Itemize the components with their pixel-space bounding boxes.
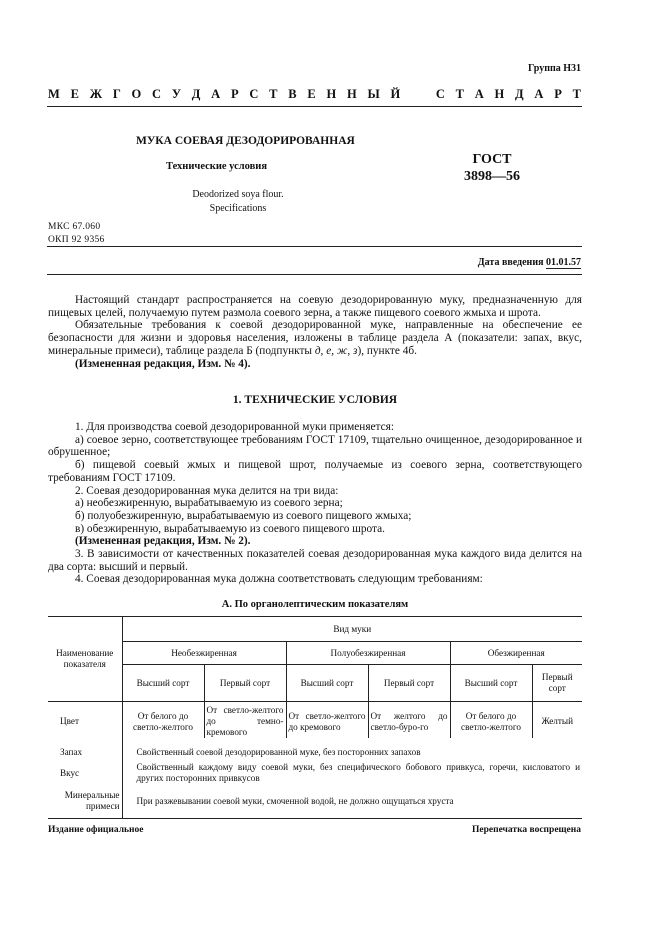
heading-letter-l16: Ы	[367, 87, 380, 101]
heading-letter-l13: Е	[307, 87, 316, 101]
gost-code: 3898—56	[464, 169, 520, 184]
footer-reprint-notice: Перепечатка воспрещена	[471, 825, 581, 835]
header-type-3: Обезжиренная	[450, 642, 582, 665]
row-taste-name: Вкус	[60, 767, 80, 778]
standard-heading	[48, 87, 581, 102]
row-color-cell-4: От желтого до светло-буро-го	[368, 702, 450, 739]
date-divider	[47, 274, 582, 275]
header-type-1: Необезжиренная	[122, 642, 286, 665]
clause-1b: б) пищевой соевый жмых и пищевой шрот, получаемые из соевого зерна, соответствующего требованиям ГОСТ 17109.	[48, 459, 582, 484]
header-grade-6: Первый сорт	[532, 665, 582, 702]
row-color-cell-3: От светло-желтого до кремового	[286, 702, 368, 739]
heading-letter-r1: Т	[455, 87, 464, 101]
heading-letter-l0: М	[48, 87, 60, 101]
group-code: Группа Н31	[528, 63, 581, 74]
header-divider	[47, 106, 582, 107]
header-flour-type: Вид муки	[122, 617, 582, 642]
header-grade-3: Высший сорт	[286, 665, 368, 702]
heading-letter-l14: Н	[326, 87, 337, 101]
edit-note-4: (Измененная редакция, Изм. № 4).	[75, 357, 251, 370]
heading-letter-l10: С	[249, 87, 259, 101]
section-1-text	[48, 421, 582, 586]
heading-letter-l2: Ж	[89, 87, 103, 101]
heading-letter-l4: О	[131, 87, 142, 101]
heading-letter-l7: Д	[191, 87, 201, 101]
row-odor-name: Запах	[60, 747, 83, 757]
heading-letter-l17: Й	[390, 87, 401, 101]
english-title	[136, 188, 340, 216]
row-color-cell-1: От белого до светло-желтого	[122, 702, 204, 739]
heading-letter-l3: Г	[112, 87, 121, 101]
intro-paragraph-1: Настоящий стандарт распространяется на соевую дезодорированную муку, предназначенную для пищевых целей, получаемую путем размола соевого зерна, а также пищевого соевого жмыха и шрота.	[48, 294, 582, 319]
classification-codes	[48, 221, 105, 247]
heading-letter-r3: Н	[494, 87, 505, 101]
footer-official-edition: Издание официальное	[48, 825, 144, 835]
header-grade-2: Первый сорт	[204, 665, 286, 702]
clause-1: 1. Для производства соевой дезодорированной муки применяется:	[75, 421, 394, 433]
heading-letter-l12: В	[288, 87, 297, 101]
row-impurities-value: При разжевывании соевой муки, смоченной водой, не должно ощущаться хруста	[122, 784, 582, 819]
header-grade-4: Первый сорт	[368, 665, 450, 702]
heading-letter-l5: С	[152, 87, 162, 101]
clause-4: 4. Соевая дезодорированная мука должна соответствовать следующим требованиям:	[75, 573, 483, 586]
intro-text	[48, 294, 582, 370]
row-color-name: Цвет	[60, 716, 80, 726]
mks-code: МКС 67.060	[48, 222, 101, 232]
table-caption: А. По органолептическим показателям	[221, 599, 409, 610]
section-title: 1. ТЕХНИЧЕСКИЕ УСЛОВИЯ	[232, 394, 398, 406]
heading-letter-l9: Р	[230, 87, 239, 101]
date-value: 01.01.57	[546, 257, 581, 268]
heading-letter-r4: Д	[515, 87, 524, 101]
okp-code: ОКП 92 9356	[48, 235, 105, 245]
heading-letter-l15: Н	[347, 87, 357, 101]
english-title-line2: Specifications	[209, 203, 267, 214]
header-indicator-name: Наименование показателя	[48, 617, 122, 702]
edit-note-2: (Измененная редакция, Изм. № 2).	[75, 535, 251, 548]
heading-letter-r0: С	[435, 87, 445, 101]
heading-letter-r6: Р	[554, 87, 562, 101]
heading-letter-r2: А	[474, 87, 484, 101]
header-type-2: Полуобезжиренная	[286, 642, 450, 665]
gost-label: ГОСТ	[472, 152, 512, 167]
clause-3: 3. В зависимости от качественных показателей соевая дезодорированная мука каждого вида делится на два сорта: высший и первый.	[48, 548, 582, 573]
date-label: Дата введения	[477, 257, 544, 268]
clause-2a: а) необезжиренную, вырабатываемую из соевого зерна;	[75, 497, 343, 510]
clause-1a: а) соевое зерно, соответствующее требованиям ГОСТ 17109, тщательно очищенное, дезодорированное и обрушенное;	[48, 433, 582, 459]
row-odor-value: Свойственный соевой дезодорированной муке, без посторонних запахов	[122, 738, 582, 758]
heading-letter-l6: У	[171, 87, 182, 101]
row-taste-value: Свойственный каждому виду соевой муки, без специфического бобового привкуса, горечи, кисловатого и других посторонних привкусов	[122, 758, 582, 784]
document-title: МУКА СОЕВАЯ ДЕЗОДОРИРОВАННАЯ	[136, 135, 355, 147]
organoleptic-table	[48, 616, 582, 819]
gost-number	[452, 151, 532, 185]
heading-letter-r7: Т	[572, 87, 581, 101]
english-title-line1: Deodorized soya flour.	[192, 189, 284, 200]
document-subtitle: Технические условия	[166, 161, 268, 172]
header-grade-5: Высший сорт	[450, 665, 532, 702]
introduction-date	[478, 257, 581, 268]
row-color-cell-6: Желтый	[532, 702, 582, 739]
clause-2: 2. Соевая дезодорированная мука делится на три вида:	[75, 484, 339, 497]
header-grade-1: Высший сорт	[122, 665, 204, 702]
clause-2b: б) полуобезжиренную, вырабатываемую из соевого пищевого жмыха;	[75, 509, 412, 522]
row-color-cell-2: От светло-желтого до темно-кремового	[204, 702, 286, 739]
heading-letter-l1: Е	[70, 87, 79, 101]
intro-paragraph-2: Обязательные требования к соевой дезодорированной муке, направленные на обеспечение ее безопасности для жизни и здоровья населения, изложены в таблице раздела А (показатели: запах, вкус, минеральные примеси), таблице раздела Б (подпункты д, е, ж, з), пункте 4б.	[48, 319, 582, 357]
heading-letter-l11: Т	[269, 87, 278, 101]
heading-letter-l8: А	[211, 87, 221, 101]
heading-letter-r5: А	[534, 87, 544, 101]
row-impurities-name: Минеральные примеси	[48, 784, 122, 819]
clause-2c: в) обезжиренную, вырабатываемую из соевого пищевого шрота.	[75, 522, 385, 535]
title-divider	[47, 246, 582, 247]
row-color-cell-5: От белого до светло-желтого	[450, 702, 532, 739]
